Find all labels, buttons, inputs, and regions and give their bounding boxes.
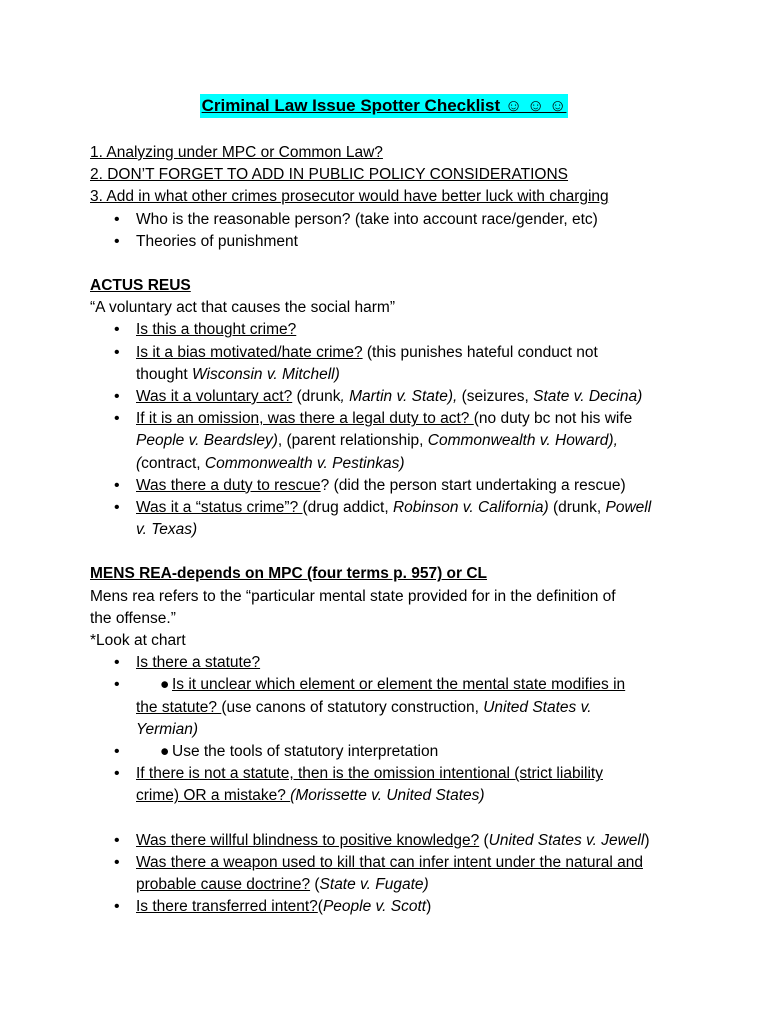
item-question: Was it a “status crime”?	[136, 499, 303, 517]
item-note: thought	[136, 365, 193, 383]
item-note: )	[426, 898, 432, 916]
list-item	[90, 497, 690, 541]
list-item	[90, 386, 690, 408]
case-citation: People v. Beardsley)	[136, 432, 278, 450]
item-note: (seizures,	[457, 388, 534, 406]
item-question: crime) OR a mistake?	[136, 787, 291, 805]
item-question: Was there a weapon used to kill that can infer intent under the natural and	[136, 853, 643, 871]
item-note: (no duty bc not his wife	[473, 410, 633, 428]
item-question: Is there transferred intent?	[136, 898, 318, 916]
case-citation: v. Texas)	[136, 521, 198, 539]
mens-rea-definition-1: Mens rea refers to the “particular mental state provided for in the definition of	[90, 587, 616, 605]
item-note: contract,	[141, 454, 205, 472]
item-question: Is it unclear which element or element the mental state modifies in	[172, 676, 626, 694]
document-body	[90, 142, 690, 919]
item-note: (	[310, 876, 320, 894]
list-item	[90, 830, 690, 852]
case-citation: (Morissette v. United States)	[290, 787, 485, 805]
case-citation: United States v.	[483, 698, 592, 716]
item-question: Is it a bias motivated/hate crime?	[136, 343, 363, 361]
item-question: If it is an omission, was there a legal duty to act?	[136, 410, 474, 428]
bullet-icon: • ●	[160, 743, 170, 761]
sub-list-item	[90, 741, 690, 763]
list-item	[90, 652, 690, 674]
item-note: (drug addict,	[302, 499, 393, 517]
mens-rea-heading: MENS REA-depends on MPC (four terms p. 957) or CL	[90, 565, 488, 583]
item-note: (drunk	[292, 388, 341, 406]
actus-reus-definition: “A voluntary act that causes the social harm”	[90, 299, 395, 317]
list-item	[90, 319, 690, 341]
mens-rea-list-continued	[90, 830, 690, 919]
item-text: Use the tools of statutory interpretation	[172, 743, 439, 761]
item-note: , (parent relationship,	[277, 432, 428, 450]
list-item	[90, 342, 690, 386]
mens-rea-list	[90, 652, 690, 807]
item-note: (	[317, 898, 323, 916]
list-item: • Theories of punishment	[90, 231, 690, 253]
item-question: the statute?	[136, 698, 222, 716]
look-at-chart-note: *Look at chart	[90, 632, 186, 650]
intro-line-1: 1. Analyzing under MPC or Common Law?	[90, 144, 383, 161]
list-item	[90, 475, 690, 497]
intro-line-3: 3. Add in what other crimes prosecutor would have better luck with charging	[90, 188, 609, 206]
case-citation: Commonwealth v. Howard),	[427, 432, 618, 450]
actus-reus-list	[90, 319, 690, 541]
list-item	[90, 896, 690, 918]
list-item	[90, 408, 690, 475]
bullet-icon: • ●	[160, 676, 170, 694]
case-citation: People v. Scott	[322, 898, 427, 916]
case-citation: Yermian)	[136, 720, 199, 738]
case-citation: United States v. Jewell	[488, 831, 645, 849]
item-question: Was there a duty to rescue	[136, 476, 321, 494]
item-note: (this punishes hateful conduct not	[362, 343, 598, 361]
list-item	[90, 852, 690, 896]
item-note: ? (did the person start undertaking a rescue)	[320, 476, 626, 494]
case-citation: State v. Decina)	[533, 388, 643, 406]
item-question: probable cause doctrine?	[136, 876, 311, 894]
case-citation: Commonwealth v. Pestinkas)	[204, 454, 405, 472]
actus-reus-heading: ACTUS REUS	[90, 277, 191, 295]
case-citation: Wisconsin v. Mitchell)	[192, 365, 340, 383]
case-citation: Powell	[605, 499, 652, 517]
list-item	[90, 763, 690, 807]
case-citation: State v. Fugate)	[319, 876, 429, 894]
item-question: Is there a statute?	[136, 654, 261, 672]
page-title: Criminal Law Issue Spotter Checklist ☺ ☺ ☺	[200, 94, 569, 118]
sub-list-item	[90, 674, 690, 741]
case-citation: Robinson v. California)	[392, 499, 549, 517]
item-question: If there is not a statute, then is the omission intentional (strict liability	[136, 765, 603, 783]
case-citation: , Martin v. State),	[340, 388, 458, 406]
item-note: (use canons of statutory construction,	[221, 698, 484, 716]
item-note: )	[644, 831, 650, 849]
list-item: • Who is the reasonable person? (take into account race/gender, etc)	[90, 209, 690, 231]
item-text: Is this a thought crime?	[136, 321, 297, 339]
intro-bullet-list	[90, 209, 690, 253]
item-note: (	[136, 454, 142, 472]
item-question: Was it a voluntary act?	[136, 388, 293, 406]
intro-line-2: 2. DON’T FORGET TO ADD IN PUBLIC POLICY CONSIDERATIONS	[90, 166, 569, 184]
title-container	[0, 94, 768, 118]
item-note: (drunk,	[548, 499, 606, 517]
mens-rea-definition-2: the offense.”	[90, 609, 176, 627]
item-note: (	[479, 831, 489, 849]
item-question: Was there willful blindness to positive knowledge?	[136, 831, 480, 849]
